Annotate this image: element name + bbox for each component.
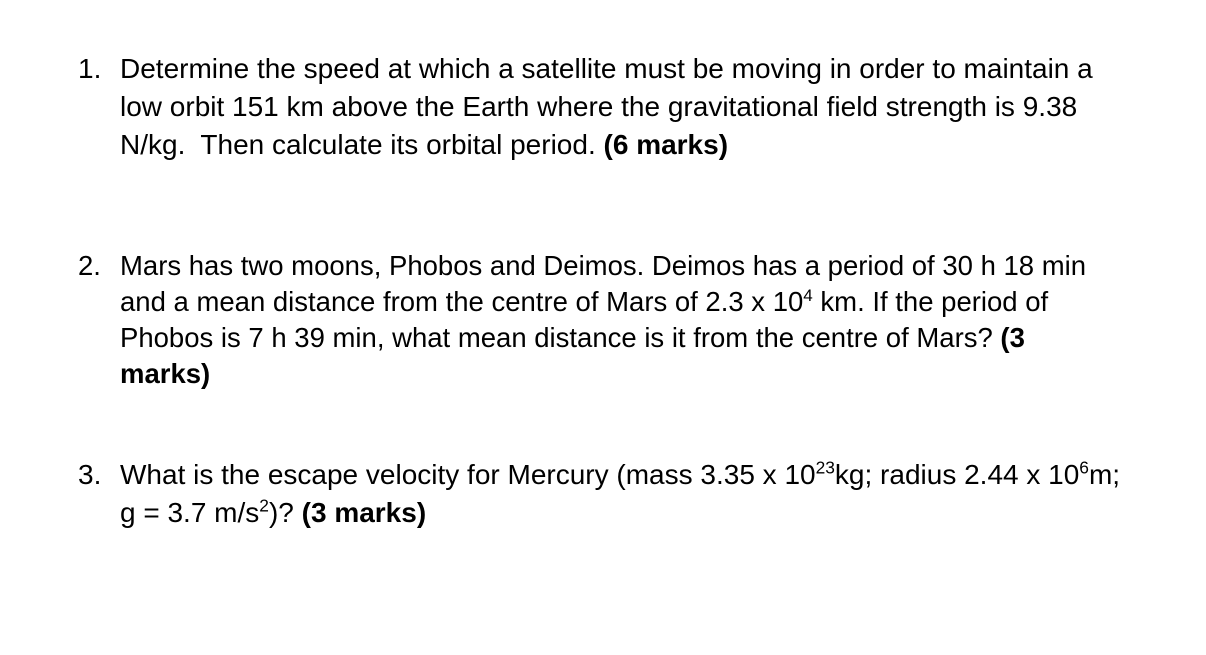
question-1-number: 1. [78,53,102,84]
question-2 [78,248,1166,392]
question-2-text: Mars has two moons, Phobos and Deimos. Deimos has a period of 30 h 18 min and a mean distance from the centre of Mars of 2.3 x $10^4$ km. If the period of Phobos is 7 h 39 min, what mean distance is it from the centre of Mars? (3 marks) [120,250,1087,389]
question-2-number: 2. [78,250,101,281]
question-3-text: What is the escape velocity for Mercury (mass 3.35 x $10^{23}kg$; radius 2.44 x $10^6m$; g = 3.7 $m/s^2$)? (3 marks) [120,457,1121,528]
question-3-number: 3. [78,459,102,490]
question-3 [78,456,1166,532]
question-1 [78,50,1166,164]
question-1-text: Determine the speed at which a satellite must be moving in order to maintain a low orbit 151 km above the Earth where the gravitational field strength is 9.38 N/kg. Then calculate its orbital period. (6 marks) [120,53,1093,160]
